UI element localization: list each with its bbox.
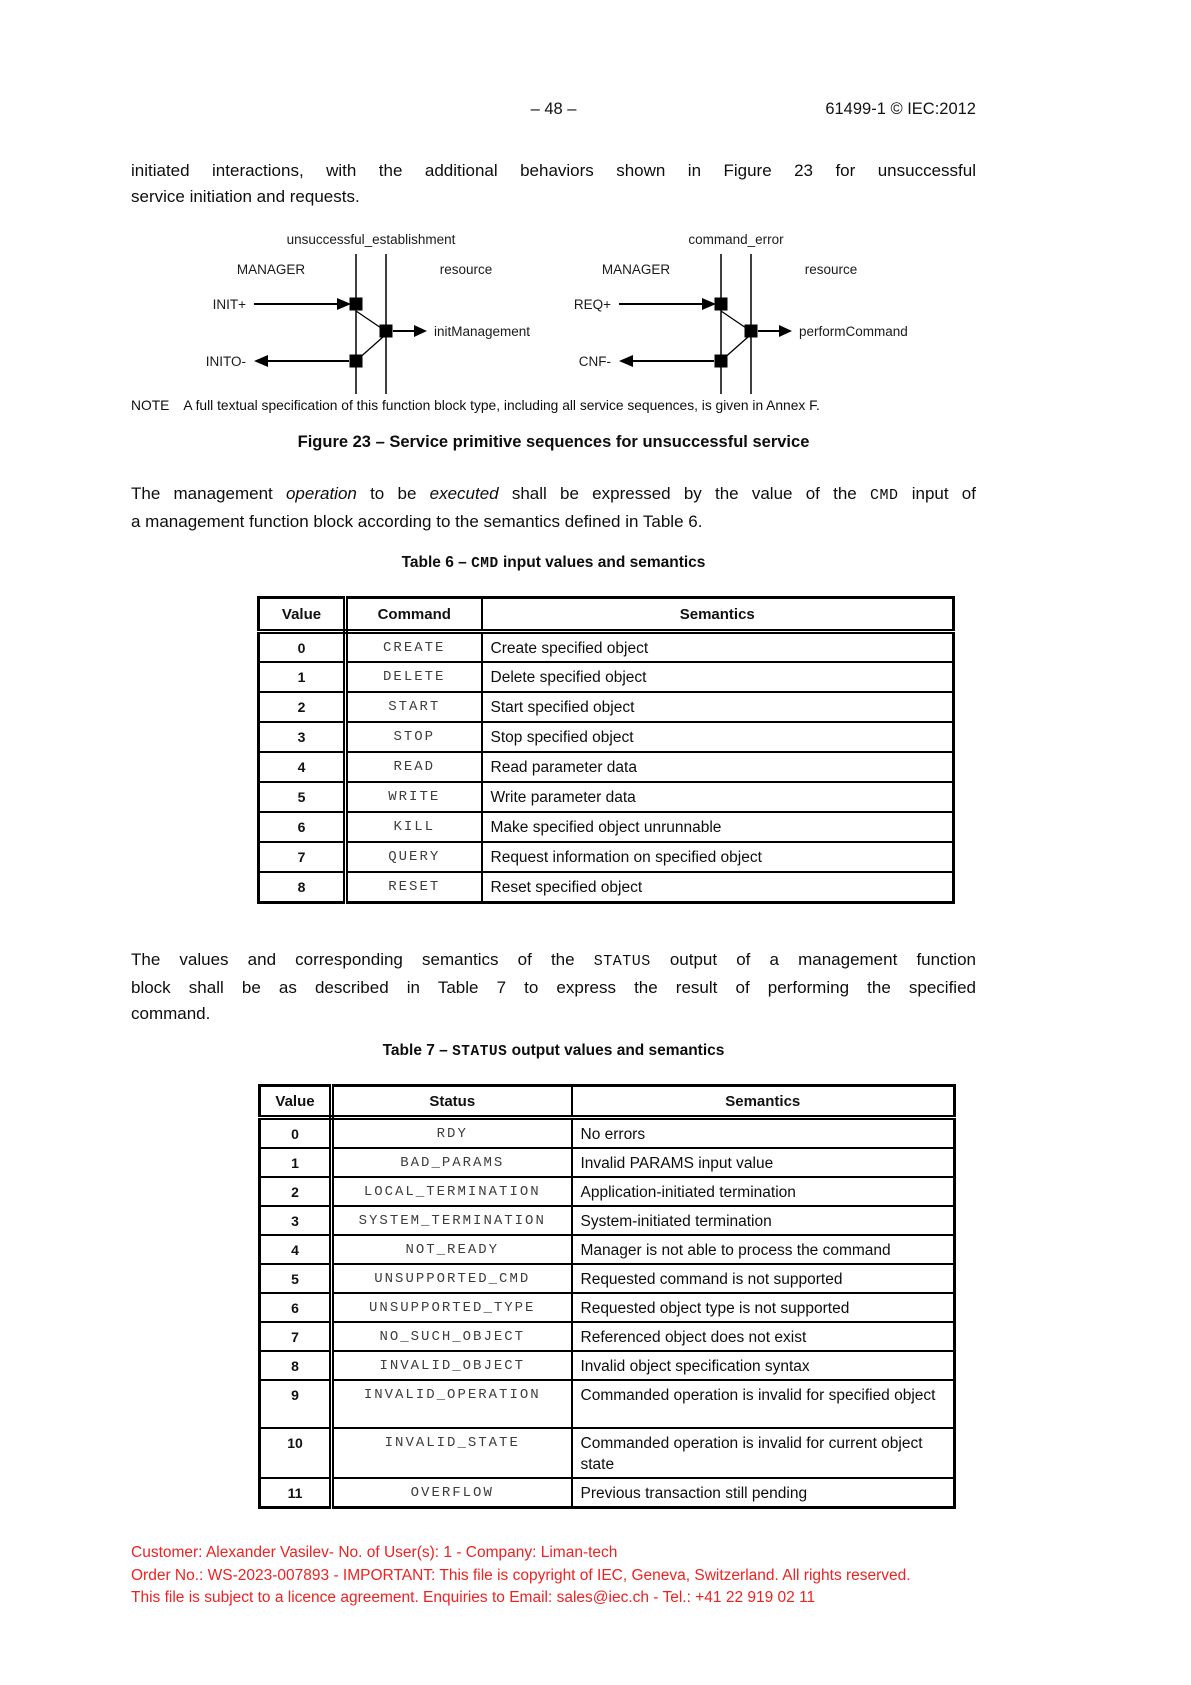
command-cell: READ [346,752,482,782]
footer-order-line: Order No.: WS-2023-007893 - IMPORTANT: This file is copyright of IEC, Geneva, Switzerland. All rights reserved. [131,1566,911,1584]
cmd-keyword: CMD [471,556,499,572]
value-cell: 1 [259,662,346,692]
status-cell: RDY [332,1118,572,1149]
value-cell: 2 [259,692,346,722]
status-cell: UNSUPPORTED_TYPE [332,1293,572,1322]
table-row [260,1322,955,1351]
status-cell: OVERFLOW [332,1478,572,1508]
table-row [259,812,954,842]
value-cell: 6 [260,1293,332,1322]
column-header-semantics: Semantics [482,598,954,632]
table-row [260,1380,955,1428]
value-cell: 2 [260,1177,332,1206]
text-run: Table 6 – [401,554,472,571]
intro-paragraph-line2: service initiation and requests. [131,187,360,206]
diagram-title: command_error [688,232,784,247]
table-row [260,1351,955,1380]
value-cell: 5 [260,1264,332,1293]
value-cell: 8 [259,872,346,902]
status-cell: NOT_READY [332,1235,572,1264]
column-header-command: Command [346,598,482,632]
value-cell: 3 [259,722,346,752]
table-row [259,692,954,722]
table-row [260,1206,955,1235]
command-cell: CREATE [346,632,482,663]
table-row [259,842,954,872]
semantics-cell: Make specified object unrunnable [482,812,954,842]
sync-square [745,325,758,338]
text-run: output of a management function [650,950,976,969]
value-cell: 0 [260,1118,332,1149]
cmd-paragraph-line2: a management function block according to the semantics defined in Table 6. [131,512,703,531]
sync-square [715,355,728,368]
value-cell: 3 [260,1206,332,1235]
request-primitive-label: REQ+ [573,297,611,312]
semantics-cell: Delete specified object [482,662,954,692]
manager-label: MANAGER [236,262,306,277]
table-row [259,782,954,812]
table-row [260,1177,955,1206]
figure-note [131,398,976,413]
text-run: The values and corresponding semantics of the [131,950,594,969]
command-cell: QUERY [346,842,482,872]
command-cell: KILL [346,812,482,842]
command-cell: RESET [346,872,482,902]
sequence-diagram-unsuccessful-establishment [166,230,586,398]
text-run: to be [356,484,430,503]
service-arrowhead-icon [414,325,427,337]
status-cell: INVALID_OBJECT [332,1351,572,1380]
cmd-paragraph [131,481,976,535]
semantics-cell: Request information on specified object [482,842,954,872]
semantics-cell: Stop specified object [482,722,954,752]
value-cell: 4 [259,752,346,782]
table-row [259,722,954,752]
value-cell: 7 [259,842,346,872]
cmd-keyword: CMD [869,487,899,504]
semantics-cell: System-initiated termination [572,1206,955,1235]
table6-cmd-values [257,596,955,904]
status-cell: BAD_PARAMS [332,1148,572,1177]
semantics-cell: Referenced object does not exist [572,1322,955,1351]
table-header-row [260,1086,955,1118]
intro-paragraph-line1: initiated interactions, with the additional behaviors shown in Figure 23 for unsuccessful [131,161,976,180]
table-row [260,1293,955,1322]
status-cell: INVALID_STATE [332,1428,572,1478]
column-header-semantics: Semantics [572,1086,955,1118]
note-label: NOTE [131,398,170,413]
resource-label: resource [804,262,858,277]
column-header-value: Value [259,598,346,632]
italic-term: operation [285,484,357,503]
sequence-diagram-command-error [531,230,951,398]
status-cell: SYSTEM_TERMINATION [332,1206,572,1235]
value-cell: 9 [260,1380,332,1428]
table-row [260,1478,955,1508]
semantics-cell: Previous transaction still pending [572,1478,955,1508]
table7-status-values [258,1084,956,1509]
semantics-cell: Requested object type is not supported [572,1293,955,1322]
table7-title [131,1042,976,1060]
column-header-status: Status [332,1086,572,1118]
sync-square [350,355,363,368]
command-cell: START [346,692,482,722]
service-arrowhead-icon [779,325,792,337]
request-arrowhead-icon [702,298,716,310]
semantics-cell: Reset specified object [482,872,954,902]
table-row [260,1264,955,1293]
column-header-value: Value [260,1086,332,1118]
table-row [260,1118,955,1149]
response-arrowhead-icon [619,355,633,367]
sync-square [350,298,363,311]
service-label: initManagement [434,324,531,339]
document-reference: 61499-1 © IEC:2012 [825,100,976,118]
table-row [259,662,954,692]
table-header-row [259,598,954,632]
semantics-cell: Create specified object [482,632,954,663]
value-cell: 1 [260,1148,332,1177]
table-row [259,632,954,663]
table-row [260,1428,955,1478]
table6-title [131,554,976,572]
semantics-cell: Commanded operation is invalid for specified object [572,1380,955,1428]
text-run: input values and semantics [498,554,706,571]
value-cell: 6 [259,812,346,842]
text-run: The management [131,484,286,503]
service-label: performCommand [799,324,908,339]
semantics-cell: Invalid PARAMS input value [572,1148,955,1177]
cmd-paragraph-line1 [131,481,976,509]
intro-paragraph [131,158,976,210]
request-primitive-label: INIT+ [212,297,246,312]
value-cell: 4 [260,1235,332,1264]
semantics-cell: Write parameter data [482,782,954,812]
table-row [260,1148,955,1177]
command-cell: WRITE [346,782,482,812]
status-cell: LOCAL_TERMINATION [332,1177,572,1206]
status-cell: INVALID_OPERATION [332,1380,572,1428]
semantics-cell: Manager is not able to process the command [572,1235,955,1264]
value-cell: 7 [260,1322,332,1351]
text-run: output values and semantics [507,1042,725,1059]
status-paragraph-line1 [131,947,976,975]
status-paragraph-line2: block shall be as described in Table 7 to express the result of performing the specified [131,978,976,997]
text-run: input of [898,484,976,503]
page-number: – 48 – [530,100,577,118]
italic-term: executed [429,484,499,503]
status-paragraph [131,947,976,1027]
value-cell: 0 [259,632,346,663]
command-cell: STOP [346,722,482,752]
semantics-cell: Application-initiated termination [572,1177,955,1206]
figure23-diagrams [131,230,976,400]
table-row [260,1235,955,1264]
resource-label: resource [439,262,493,277]
command-cell: DELETE [346,662,482,692]
note-text: A full textual specification of this function block type, including all service sequences, is given in Annex F. [183,398,820,413]
value-cell: 11 [260,1478,332,1508]
figure23-caption: Figure 23 – Service primitive sequences for unsuccessful service [297,433,810,451]
value-cell: 8 [260,1351,332,1380]
value-cell: 5 [259,782,346,812]
value-cell: 10 [260,1428,332,1478]
footer-licence-line: This file is subject to a licence agreement. Enquiries to Email: sales@iec.ch - Tel.: +41 22 919 02 11 [131,1589,816,1606]
response-primitive-label: INITO- [205,354,246,369]
diagram-title: unsuccessful_establishment [286,232,456,247]
semantics-cell: Start specified object [482,692,954,722]
footer-customer-line: Customer: Alexander Vasilev- No. of User(s): 1 - Company: Liman-tech [131,1544,618,1561]
status-keyword: STATUS [452,1044,508,1060]
semantics-cell: No errors [572,1118,955,1149]
table-row [259,752,954,782]
licence-footer [131,1542,1051,1610]
page-header [131,100,976,124]
text-run: shall be expressed by the value of the [498,484,870,503]
semantics-cell: Requested command is not supported [572,1264,955,1293]
response-primitive-label: CNF- [578,354,611,369]
text-run: Table 7 – [382,1042,453,1059]
sync-square [380,325,393,338]
status-cell: UNSUPPORTED_CMD [332,1264,572,1293]
request-arrowhead-icon [337,298,351,310]
status-keyword: STATUS [593,953,651,970]
response-arrowhead-icon [254,355,268,367]
semantics-cell: Invalid object specification syntax [572,1351,955,1380]
manager-label: MANAGER [601,262,671,277]
status-paragraph-line3: command. [131,1004,211,1023]
status-cell: NO_SUCH_OBJECT [332,1322,572,1351]
semantics-cell: Read parameter data [482,752,954,782]
table-row [259,872,954,902]
sync-square [715,298,728,311]
semantics-cell: Commanded operation is invalid for current object state [572,1428,955,1478]
